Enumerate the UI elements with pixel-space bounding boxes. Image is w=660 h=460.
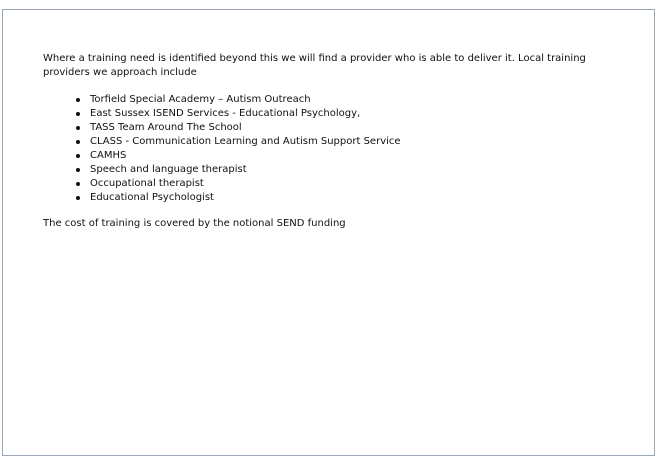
bullet-icon xyxy=(76,140,80,144)
bullet-icon xyxy=(76,182,80,186)
bullet-icon xyxy=(76,98,80,102)
list-item-label: Torfield Special Academy – Autism Outreach xyxy=(90,94,311,105)
list-item-label: CAMHS xyxy=(90,150,127,161)
list-item xyxy=(43,135,623,149)
list-item xyxy=(43,163,623,177)
list-item-label: TASS Team Around The School xyxy=(90,122,242,133)
bullet-icon xyxy=(76,168,80,172)
list-item xyxy=(43,121,623,135)
bullet-icon xyxy=(76,112,80,116)
list-item xyxy=(43,177,623,191)
document-body xyxy=(43,52,623,231)
bullet-icon xyxy=(76,126,80,130)
list-item xyxy=(43,191,623,205)
list-item-label: Educational Psychologist xyxy=(90,192,214,203)
list-item xyxy=(43,93,623,107)
list-item xyxy=(43,149,623,163)
bullet-icon xyxy=(76,196,80,200)
closing-paragraph: The cost of training is covered by the notional SEND funding xyxy=(43,218,346,229)
intro-paragraph: Where a training need is identified beyond this we will find a provider who is able to deliver it. Local training providers we approach include xyxy=(43,53,586,78)
provider-list xyxy=(43,93,623,205)
document-page xyxy=(2,9,655,456)
list-item xyxy=(43,107,623,121)
list-item-label: Occupational therapist xyxy=(90,178,204,189)
list-item-label: East Sussex ISEND Services - Educational Psychology, xyxy=(90,108,361,119)
bullet-icon xyxy=(76,154,80,158)
list-item-label: Speech and language therapist xyxy=(90,164,247,175)
list-item-label: CLASS - Communication Learning and Autism Support Service xyxy=(90,136,401,147)
